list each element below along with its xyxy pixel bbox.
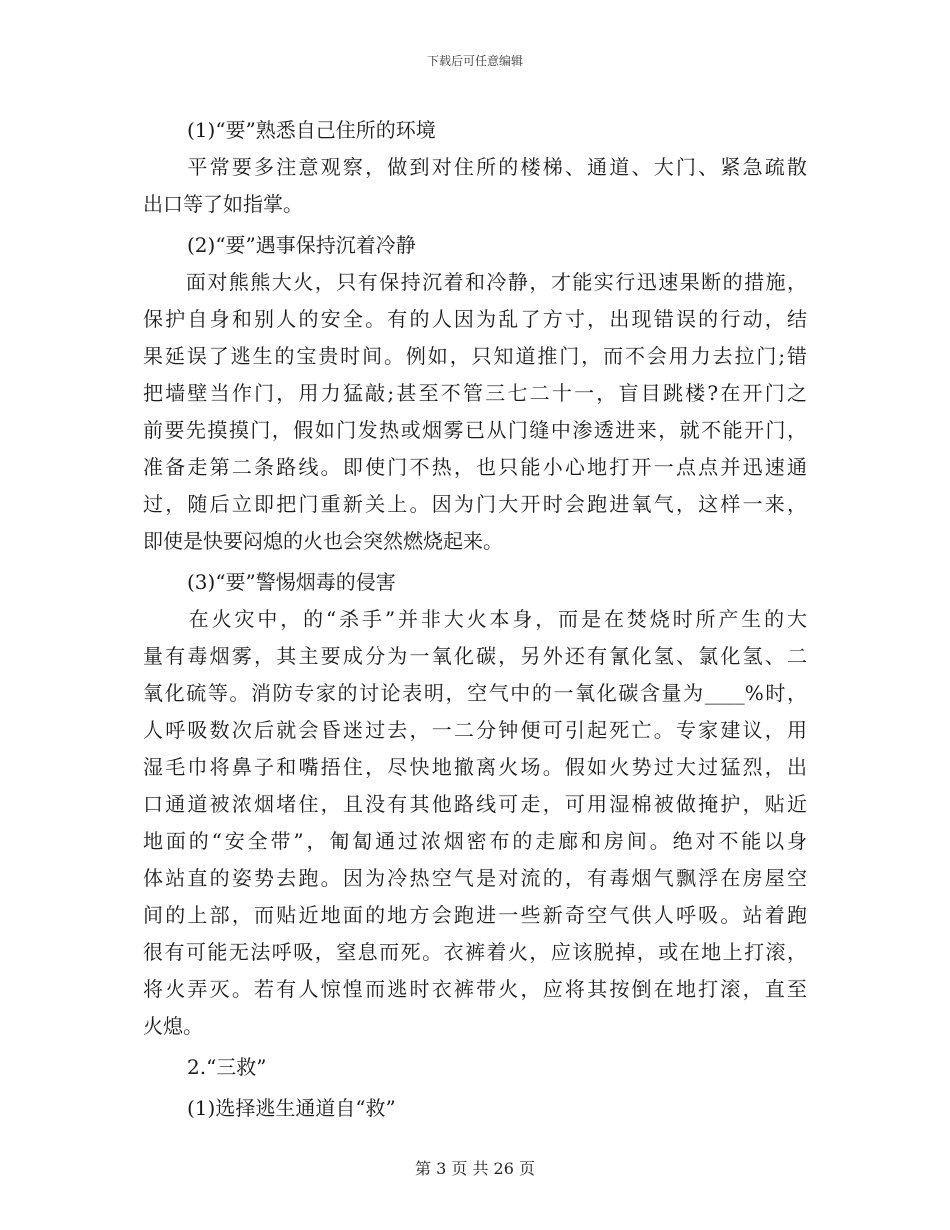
text-line: 火熄。	[143, 1014, 203, 1038]
text-line: 湿毛巾将鼻子和嘴捂住，尽快地撤离火场。假如火势过大过猛烈，出	[143, 755, 807, 779]
text-line: 体站直的姿势去跑。因为冷热空气是对流的，有毒烟气飘浮在房屋空	[143, 866, 807, 890]
text-line: 量有毒烟雾，其主要成分为一氧化碳，另外还有氰化氢、氯化氢、二	[143, 644, 807, 668]
text-line: 即使是快要闷熄的火也会突然燃烧起来。	[143, 529, 503, 553]
text-line: 出口等了如指掌。	[143, 192, 303, 216]
section-heading: (3)“要”警惕烟毒的侵害	[187, 570, 396, 594]
section-heading: 2.“三救”	[187, 1055, 267, 1079]
paragraph	[143, 264, 807, 560]
text-line: 将火弄灭。若有人惊惶而逃时衣裤带火，应将其按倒在地打滚，直至	[143, 977, 807, 1001]
text-line: 氧化硫等。消防专家的讨论表明，空气中的一氧化碳含量为____%时，	[143, 681, 807, 705]
text-line: 把墙壁当作门，用力猛敲;甚至不管三七二十一，盲目跳楼?在开门之	[143, 381, 807, 405]
page-footer: 第 3 页 共 26 页	[415, 1159, 535, 1178]
paragraph	[143, 149, 807, 223]
text-line: 保护自身和别人的安全。有的人因为乱了方寸，出现错误的行动，结	[143, 307, 807, 331]
text-line: 平常要多注意观察，做到对住所的楼梯、通道、大门、紧急疏散	[143, 155, 807, 179]
text-line: 前要先摸摸门，假如门发热或烟雾已从门缝中渗透进来，就不能开门，	[143, 418, 807, 442]
paragraph	[143, 601, 807, 1045]
text-line: 很有可能无法呼吸，窒息而死。衣裤着火，应该脱掉，或在地上打滚，	[143, 940, 807, 964]
text-line: 人呼吸数次后就会昏迷过去，一二分钟便可引起死亡。专家建议，用	[143, 718, 807, 742]
document-body	[143, 108, 807, 1127]
text-line: 在火灾中，的“杀手”并非大火本身，而是在焚烧时所产生的大	[143, 607, 807, 631]
text-line: 地面的“安全带”，匍匐通过浓烟密布的走廊和房间。绝对不能以身	[143, 829, 807, 853]
text-line: 准备走第二条路线。即使门不热，也只能小心地打开一点点并迅速通	[143, 455, 807, 479]
text-line: 面对熊熊大火，只有保持沉着和冷静，才能实行迅速果断的措施，	[143, 270, 807, 294]
section-heading: (2)“要”遇事保持沉着冷静	[187, 233, 416, 257]
section-heading: (1)选择逃生通道自“救”	[187, 1096, 396, 1120]
text-line: 果延误了逃生的宝贵时间。例如，只知道推门，而不会用力去拉门;错	[143, 344, 807, 368]
page-header: 下载后可任意编辑	[426, 54, 523, 68]
text-line: 过，随后立即把门重新关上。因为门大开时会跑进氧气，这样一来，	[143, 492, 807, 516]
text-line: 口通道被浓烟堵住，且没有其他路线可走，可用湿棉被做掩护，贴近	[143, 792, 807, 816]
text-line: 间的上部，而贴近地面的地方会跑进一些新奇空气供人呼吸。站着跑	[143, 903, 807, 927]
section-heading: (1)“要”熟悉自己住所的环境	[187, 118, 436, 142]
